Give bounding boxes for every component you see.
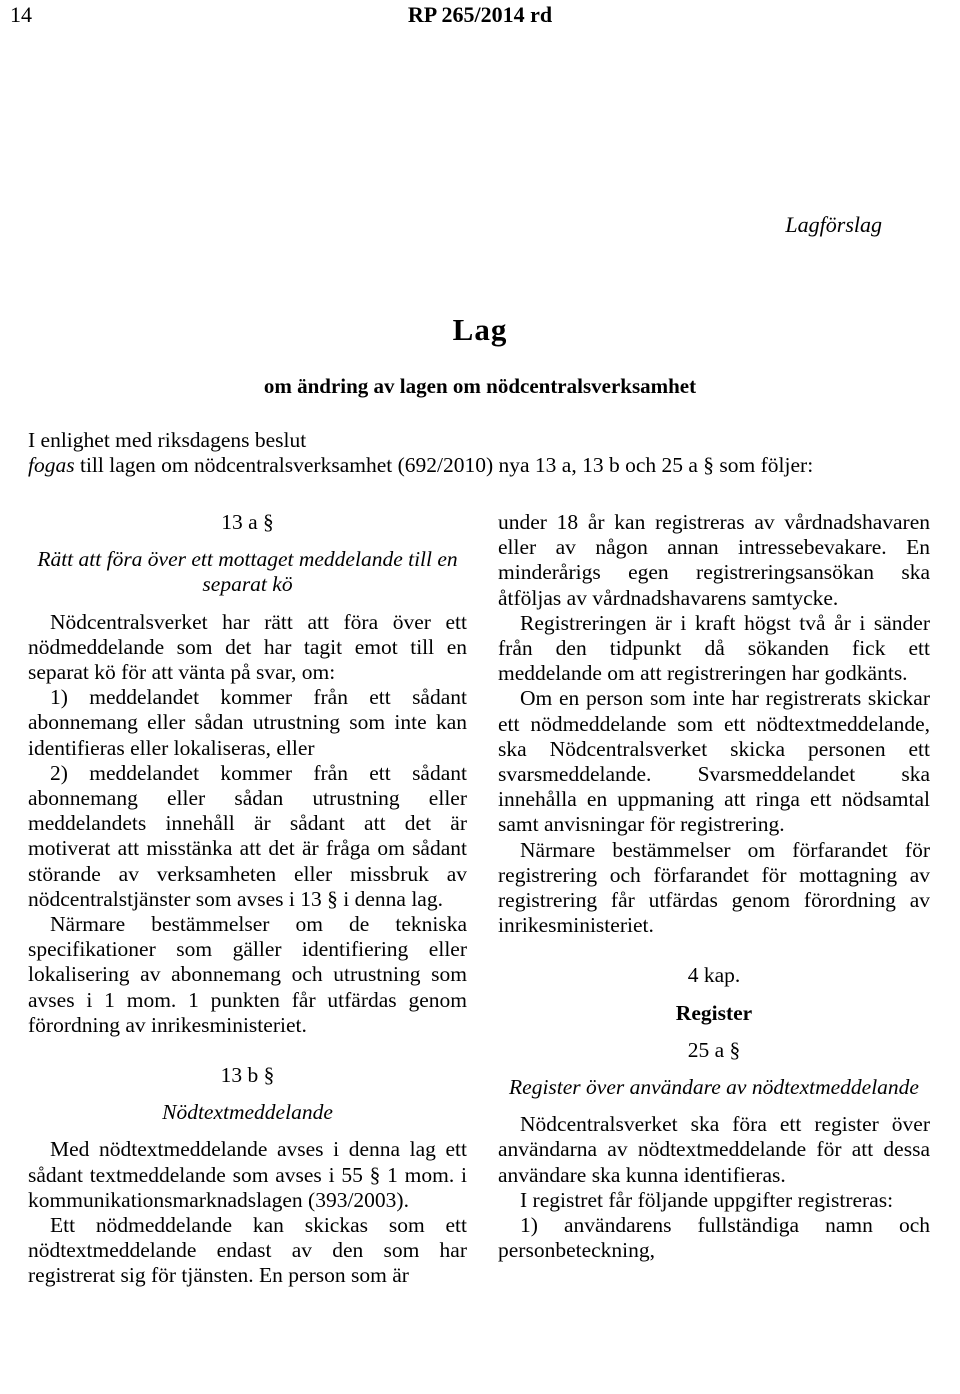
paragraph: 2) meddelandet kommer från ett sådant abonnemang eller sådan utrustning eller meddelandets innehåll är sådant att det är motiverat att misstänka att det är fråga om sådant störande av verksamheten eller missbruk av nödcentralstjänster som avses i 13 § i denna lag. <box>28 760 467 911</box>
chapter-number: 4 kap. <box>687 963 741 988</box>
section-label: Lagförslag <box>785 212 882 237</box>
law-subtitle: om ändring av lagen om nödcentralsverksamhet <box>263 374 697 398</box>
paragraph: Nödcentralsverket ska föra ett register över användarna av nödtextmeddelande för att dessa användare ska kunna identifieras. <box>498 1112 930 1187</box>
section-title-13b: Nödtextmeddelande <box>162 1100 333 1125</box>
page-number: 14 <box>10 2 32 27</box>
paragraph: Registreringen är i kraft högst två år i sänder från den tidpunkt då sökanden fick ett meddelande om att registreringen har godkänts. <box>498 610 930 686</box>
right-column <box>498 510 930 1263</box>
paragraph: under 18 år kan registreras av vårdnadshavaren eller av någon annan intressebevakare. En minderårigs egen registreringsansökan ska åtföljas av vårdnadshavarens samtycke. <box>498 510 930 610</box>
enactment-line-2 <box>28 453 813 478</box>
section-heading-13b: 13 b § <box>220 1063 275 1088</box>
enactment-line-1: I enlighet med riksdagens beslut <box>28 428 307 452</box>
paragraph: Närmare bestämmelser om förfarandet för registrering och förfarandet för mottagning av registrering får utfärdas genom förordning av inrikesministeriet. <box>498 837 930 938</box>
paragraph: Om en person som inte har registrerats skickar ett nödmeddelande som ett nödtextmeddelande, ska Nödcentralsverket skicka personen ett svarsmeddelande. Svarsmeddelandet ska innehålla en uppmaning att ringa ett nödsamtal samt anvisningar för registrering. <box>498 686 930 837</box>
left-column <box>28 510 467 1289</box>
enactment-clause <box>28 428 813 478</box>
paragraph: 1) meddelandet kommer från ett sådant abonnemang eller sådan utrustning som inte kan identifieras eller lokaliseras, eller <box>28 685 467 760</box>
section-heading-13a: 13 a § <box>221 510 274 534</box>
document-id: RP 265/2014 rd <box>407 2 553 27</box>
paragraph: 1) användarens fullständiga namn och personbeteckning, <box>498 1213 930 1263</box>
paragraph: Närmare bestämmelser om de tekniska specifikationer som gäller identifiering eller lokalisering av abonnemang och utrustning som avses i 1 mom. 1 punkten får utfärdas genom förordning av inrikesministeriet. <box>28 912 467 1037</box>
section-title-25a: Register över användare av nödtextmeddelande <box>509 1075 919 1100</box>
enactment-verb: fogas <box>28 453 75 477</box>
paragraph: Med nödtextmeddelande avses i denna lag ett sådant textmeddelande som avses i 55 § 1 mom. i kommunikationsmarknadslagen (393/2003). <box>28 1137 467 1212</box>
law-title: Lag <box>452 312 508 347</box>
paragraph: Ett nödmeddelande kan skickas som ett nödtextmeddelande endast av den som har registrerat sig för tjänsten. En person som är <box>28 1213 467 1288</box>
paragraph: I registret får följande uppgifter registreras: <box>520 1187 894 1212</box>
section-heading-25a: 25 a § <box>687 1037 741 1062</box>
chapter-title: Register <box>675 1000 753 1025</box>
section-title-13a: Rätt att föra över ett mottaget meddelande till en separat kö <box>37 547 458 597</box>
paragraph: Nödcentralsverket har rätt att föra över ett nödmeddelande som det har tagit emot till en separat kö för att vänta på svar, om: <box>28 609 467 685</box>
enactment-text: till lagen om nödcentralsverksamhet (692/2010) nya 13 a, 13 b och 25 a § som följer: <box>74 453 814 477</box>
